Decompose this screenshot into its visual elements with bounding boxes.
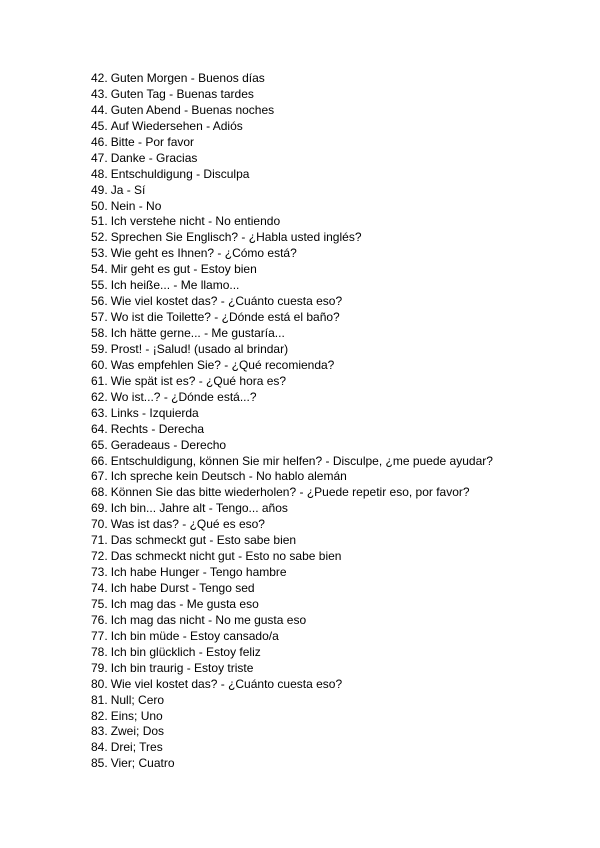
item-number: 55.: [91, 278, 108, 293]
item-number: 82.: [91, 708, 108, 723]
item-text: Ich verstehe nicht - No entiendo: [110, 214, 281, 229]
list-item: [91, 71, 493, 87]
item-number: 81.: [91, 692, 108, 707]
item-text: Ich mag das nicht - No me gusta eso: [110, 612, 307, 627]
item-number: 48.: [91, 166, 108, 181]
item-text: Wie geht es Ihnen? - ¿Cómo está?: [110, 246, 297, 261]
list-item: [91, 310, 493, 326]
item-text: Was empfehlen Sie? - ¿Qué recomienda?: [110, 357, 335, 372]
item-text: Bitte - Por favor: [110, 134, 195, 149]
list-item: [91, 294, 493, 310]
list-item: [91, 756, 493, 772]
list-item: [91, 167, 493, 183]
list-item: [91, 390, 493, 406]
list-item: [91, 358, 493, 374]
item-number: 51.: [91, 214, 108, 229]
list-item: [91, 645, 493, 661]
list-item: [91, 565, 493, 581]
item-text: Wie viel kostet das? - ¿Cuánto cuesta eso?: [110, 676, 343, 691]
item-number: 61.: [91, 373, 108, 388]
list-item: [91, 262, 493, 278]
item-number: 62.: [91, 389, 108, 404]
item-text: Das schmeckt gut - Esto sabe bien: [110, 533, 297, 548]
list-item: [91, 246, 493, 262]
item-number: 44.: [91, 102, 108, 117]
list-item: [91, 677, 493, 693]
item-text: Guten Morgen - Buenos días: [110, 71, 265, 85]
item-text: Vier; Cuatro: [110, 756, 175, 771]
list-item: [91, 501, 493, 517]
item-text: Ich bin glücklich - Estoy feliz: [110, 644, 261, 659]
item-number: 68.: [91, 485, 108, 500]
item-text: Wie spät ist es? - ¿Qué hora es?: [110, 373, 287, 388]
item-number: 80.: [91, 676, 108, 691]
item-text: Danke - Gracias: [110, 150, 198, 165]
list-item: [91, 533, 493, 549]
item-text: Ich bin müde - Estoy cansado/a: [110, 628, 279, 643]
item-number: 73.: [91, 565, 108, 580]
item-number: 57.: [91, 310, 108, 325]
item-text: Drei; Tres: [110, 740, 163, 755]
list-item: [91, 613, 493, 629]
item-text: Ich bin... Jahre alt - Tengo... años: [110, 501, 288, 516]
item-text: Entschuldigung - Disculpa: [110, 166, 250, 181]
phrase-list: [91, 71, 493, 772]
list-item: [91, 87, 493, 103]
item-number: 75.: [91, 596, 108, 611]
item-number: 70.: [91, 517, 108, 532]
item-number: 79.: [91, 660, 108, 675]
item-number: 64.: [91, 421, 108, 436]
item-text: Das schmeckt nicht gut - Esto no sabe bien: [110, 549, 342, 564]
list-item: [91, 454, 493, 470]
item-text: Zwei; Dos: [110, 724, 165, 739]
item-number: 46.: [91, 134, 108, 149]
item-text: Wo ist die Toilette? - ¿Dónde está el baño?: [110, 310, 340, 325]
item-number: 77.: [91, 628, 108, 643]
item-number: 71.: [91, 533, 108, 548]
item-text: Mir geht es gut - Estoy bien: [110, 262, 257, 277]
item-number: 69.: [91, 501, 108, 516]
item-text: Wie viel kostet das? - ¿Cuánto cuesta eso?: [110, 294, 343, 309]
list-item: [91, 230, 493, 246]
item-number: 52.: [91, 230, 108, 245]
list-item: [91, 135, 493, 151]
list-item: [91, 438, 493, 454]
item-text: Ich bin traurig - Estoy triste: [110, 660, 254, 675]
item-text: Guten Abend - Buenas noches: [110, 102, 275, 117]
list-item: [91, 151, 493, 167]
item-number: 67.: [91, 469, 108, 484]
item-number: 54.: [91, 262, 108, 277]
item-number: 45.: [91, 118, 108, 133]
item-text: Prost! - ¡Salud! (usado al brindar): [110, 341, 289, 356]
item-text: Ich spreche kein Deutsch - No hablo alemán: [110, 469, 347, 484]
item-text: Ich heiße... - Me llamo...: [110, 278, 240, 293]
item-number: 63.: [91, 405, 108, 420]
list-item: [91, 342, 493, 358]
item-text: Auf Wiedersehen - Adiós: [110, 118, 243, 133]
item-number: 85.: [91, 756, 108, 771]
list-item: [91, 485, 493, 501]
item-text: Ich mag das - Me gusta eso: [110, 596, 259, 611]
list-item: [91, 406, 493, 422]
list-item: [91, 724, 493, 740]
item-text: Guten Tag - Buenas tardes: [110, 86, 254, 101]
list-item: [91, 709, 493, 725]
item-number: 43.: [91, 86, 108, 101]
item-number: 83.: [91, 724, 108, 739]
list-item: [91, 214, 493, 230]
item-number: 72.: [91, 549, 108, 564]
item-text: Nein - No: [110, 198, 162, 213]
list-item: [91, 517, 493, 533]
item-number: 60.: [91, 357, 108, 372]
item-number: 42.: [91, 71, 108, 85]
item-text: Null; Cero: [110, 692, 165, 707]
item-text: Ich habe Hunger - Tengo hambre: [110, 565, 287, 580]
item-number: 76.: [91, 612, 108, 627]
list-item: [91, 326, 493, 342]
list-item: [91, 278, 493, 294]
item-number: 49.: [91, 182, 108, 197]
item-text: Geradeaus - Derecho: [110, 437, 227, 452]
list-item: [91, 374, 493, 390]
item-number: 78.: [91, 644, 108, 659]
list-item: [91, 581, 493, 597]
item-text: Wo ist...? - ¿Dónde está...?: [110, 389, 257, 404]
list-item: [91, 549, 493, 565]
list-item: [91, 740, 493, 756]
list-item: [91, 629, 493, 645]
list-item: [91, 597, 493, 613]
item-text: Sprechen Sie Englisch? - ¿Habla usted inglés?: [110, 230, 362, 245]
list-item: [91, 693, 493, 709]
item-number: 65.: [91, 437, 108, 452]
item-number: 84.: [91, 740, 108, 755]
list-item: [91, 469, 493, 485]
item-text: Können Sie das bitte wiederholen? - ¿Puede repetir eso, por favor?: [110, 485, 470, 500]
list-item: [91, 661, 493, 677]
list-item: [91, 199, 493, 215]
item-text: Ich hätte gerne... - Me gustaría...: [110, 326, 285, 340]
item-text: Eins; Uno: [110, 708, 163, 723]
list-item: [91, 422, 493, 438]
item-number: 53.: [91, 246, 108, 261]
item-number: 58.: [91, 326, 108, 340]
item-text: Was ist das? - ¿Qué es eso?: [110, 517, 265, 532]
list-item: [91, 183, 493, 199]
item-number: 50.: [91, 198, 108, 213]
item-text: Entschuldigung, können Sie mir helfen? - Disculpe, ¿me puede ayudar?: [110, 453, 493, 468]
item-text: Ja - Sí: [110, 182, 146, 197]
item-text: Rechts - Derecha: [110, 421, 205, 436]
item-number: 47.: [91, 150, 108, 165]
list-item: [91, 119, 493, 135]
item-number: 59.: [91, 341, 108, 356]
item-number: 74.: [91, 581, 108, 595]
item-number: 56.: [91, 294, 108, 309]
list-item: [91, 103, 493, 119]
item-text: Links - Izquierda: [110, 405, 199, 420]
item-number: 66.: [91, 453, 108, 468]
item-text: Ich habe Durst - Tengo sed: [110, 581, 255, 595]
